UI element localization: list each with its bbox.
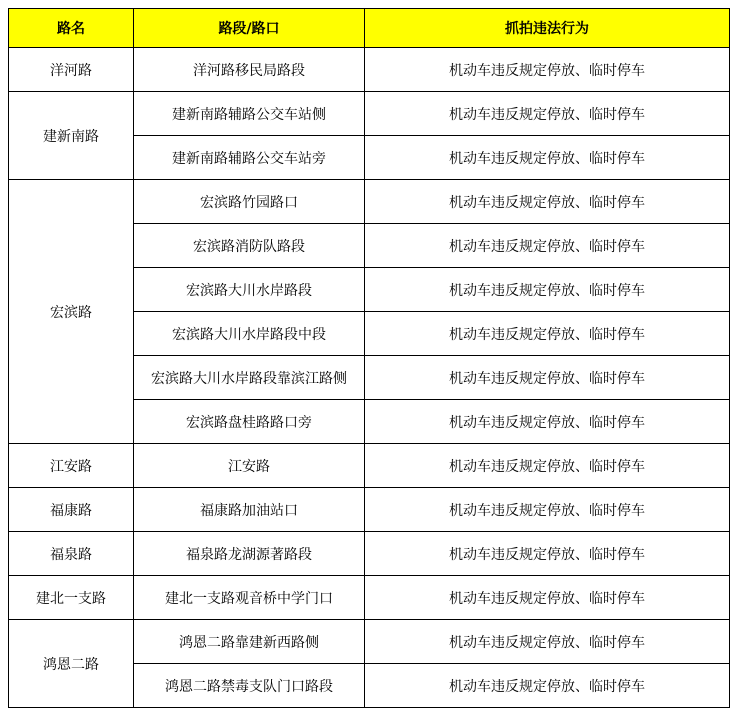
table-row <box>9 532 730 576</box>
violation-cell: 机动车违反规定停放、临时停车 <box>365 664 730 708</box>
road-name-cell: 宏滨路 <box>9 180 134 444</box>
violation-cell: 机动车违反规定停放、临时停车 <box>365 576 730 620</box>
table-row <box>9 620 730 664</box>
segment-cell: 福泉路龙湖源著路段 <box>134 532 365 576</box>
table-row <box>9 576 730 620</box>
segment-cell: 建北一支路观音桥中学门口 <box>134 576 365 620</box>
violation-cell: 机动车违反规定停放、临时停车 <box>365 400 730 444</box>
segment-cell: 宏滨路盘桂路路口旁 <box>134 400 365 444</box>
segment-cell: 洋河路移民局路段 <box>134 48 365 92</box>
table-row <box>9 488 730 532</box>
segment-cell: 宏滨路大川水岸路段 <box>134 268 365 312</box>
table-body <box>9 48 730 708</box>
road-name-cell: 洋河路 <box>9 48 134 92</box>
violation-cell: 机动车违反规定停放、临时停车 <box>365 268 730 312</box>
road-name-cell: 福泉路 <box>9 532 134 576</box>
road-name-cell: 建北一支路 <box>9 576 134 620</box>
road-name-cell: 江安路 <box>9 444 134 488</box>
road-name-cell: 福康路 <box>9 488 134 532</box>
header-segment: 路段/路口 <box>134 9 365 48</box>
enforcement-table-container <box>8 8 730 708</box>
violation-cell: 机动车违反规定停放、临时停车 <box>365 224 730 268</box>
violation-cell: 机动车违反规定停放、临时停车 <box>365 620 730 664</box>
violation-cell: 机动车违反规定停放、临时停车 <box>365 532 730 576</box>
segment-cell: 建新南路辅路公交车站旁 <box>134 136 365 180</box>
segment-cell: 宏滨路竹园路口 <box>134 180 365 224</box>
segment-cell: 鸿恩二路禁毒支队门口路段 <box>134 664 365 708</box>
segment-cell: 宏滨路消防队路段 <box>134 224 365 268</box>
violation-cell: 机动车违反规定停放、临时停车 <box>365 92 730 136</box>
violation-cell: 机动车违反规定停放、临时停车 <box>365 48 730 92</box>
violation-cell: 机动车违反规定停放、临时停车 <box>365 356 730 400</box>
header-violation: 抓拍违法行为 <box>365 9 730 48</box>
segment-cell: 鸿恩二路靠建新西路侧 <box>134 620 365 664</box>
violation-cell: 机动车违反规定停放、临时停车 <box>365 312 730 356</box>
segment-cell: 福康路加油站口 <box>134 488 365 532</box>
table-row <box>9 444 730 488</box>
segment-cell: 江安路 <box>134 444 365 488</box>
header-row <box>9 9 730 48</box>
segment-cell: 宏滨路大川水岸路段中段 <box>134 312 365 356</box>
enforcement-table <box>8 8 730 708</box>
violation-cell: 机动车违反规定停放、临时停车 <box>365 444 730 488</box>
road-name-cell: 建新南路 <box>9 92 134 180</box>
violation-cell: 机动车违反规定停放、临时停车 <box>365 136 730 180</box>
violation-cell: 机动车违反规定停放、临时停车 <box>365 488 730 532</box>
road-name-cell: 鸿恩二路 <box>9 620 134 708</box>
segment-cell: 宏滨路大川水岸路段靠滨江路侧 <box>134 356 365 400</box>
table-row <box>9 180 730 224</box>
table-row <box>9 48 730 92</box>
segment-cell: 建新南路辅路公交车站侧 <box>134 92 365 136</box>
table-row <box>9 92 730 136</box>
header-road: 路名 <box>9 9 134 48</box>
violation-cell: 机动车违反规定停放、临时停车 <box>365 180 730 224</box>
